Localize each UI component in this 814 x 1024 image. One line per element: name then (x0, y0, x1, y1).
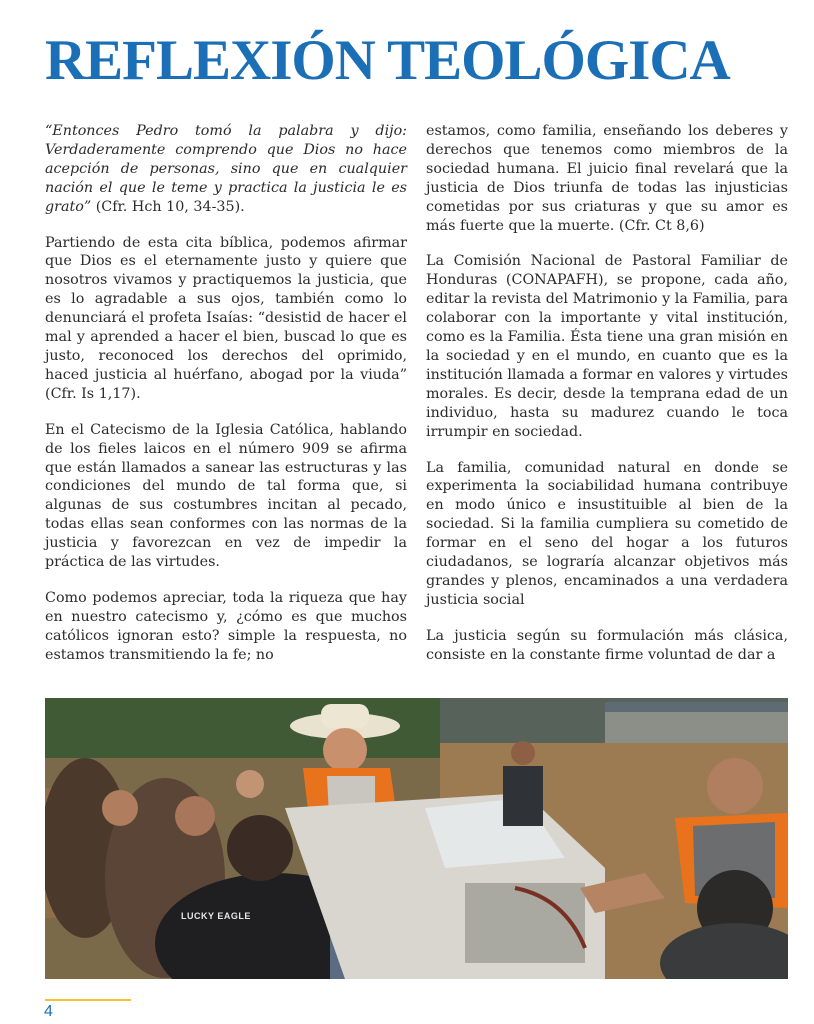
opening-quote-paragraph (45, 122, 407, 217)
left-column (45, 122, 407, 682)
footer-rule (45, 999, 131, 1001)
paragraph-familia-comunidad: La familia, comunidad natural en donde se experimenta la sociabilidad humana contribuye en modo único e insustituible al bien de la sociedad. Si la familia cumpliera su cometido de formar en el seno del hogar a los futuros ciudadanos, se lograría alcanzar objetivos más grandes y plenos, encaminados a una verdadera justicia social (426, 459, 788, 608)
paragraph-justicia-clasica: La justicia según su formulación más clásica, consiste en la constante firme voluntad de dar a (426, 627, 788, 663)
paragraph-conapafh: La Comisión Nacional de Pastoral Familiar de Honduras (CONAPAFH), se propone, cada año, editar la revista del Matrimonio y la Familia, para colaborar con la importante y vital institución, como es la Familia. Ésta tiene una gran misión en la sociedad y en el mundo, en cuanto que es la institución llamada a formar en valores y virtudes morales. Es decir, desde la temprana edad de un individuo, hasta su madurez cuando le toca irrumpir en sociedad. (426, 253, 788, 440)
paragraph-familia-deberes: estamos, como familia, enseñando los deberes y derechos que tenemos como miembros de la sociedad humana. El juicio final revelará que la justicia de Dios triunfa de todas las injusticias cometidas por sus criaturas y que su amor es más fuerte que la muerte. (Cfr. Ct 8,6) (426, 123, 788, 234)
right-column (426, 122, 788, 682)
flood-rescue-photo (45, 698, 788, 979)
paragraph-catecismo: En el Catecismo de la Iglesia Católica, hablando de los fieles laicos en el número 909 se afirma que están llamados a sanear las estructuras y las condiciones del mundo de tal forma que, si algunas de sus costumbres incitan al pecado, todas ellas sean conformes con las normas de la justicia y favorezcan en vez de impedir la práctica de las virtudes. (45, 421, 407, 571)
paragraph-isaias: Partiendo de esta cita bíblica, podemos afirmar que Dios es el eternamente justo y quiere que nosotros vivamos y practiquemos la justicia, que es lo agradable a sus ojos, también como lo denunciará el profeta Isaías: “desistid de hacer el mal y aprended a hacer el bien, buscad lo que es justo, reconoced los derechos del oprimido, haced justicia al huérfano, abogad por la viuda” (Cfr. Is 1,17). (45, 234, 407, 402)
bible-quote: “Entonces Pedro tomó la palabra y dijo: Verdaderamente comprendo que Dios no hace acepción de personas, sino que en cualquier nación el que le teme y practica la justicia le es grato” (45, 123, 407, 215)
page-number: 4 (44, 1003, 53, 1020)
shirt-logo-text: LUCKY EAGLE (181, 911, 251, 921)
page-title: REFLEXIÓN TEOLÓGICA (45, 29, 730, 92)
bible-quote-reference: (Cfr. Hch 10, 34-35). (91, 198, 245, 215)
paragraph-riqueza: Como podemos apreciar, toda la riqueza que hay en nuestro catecismo y, ¿cómo es que muchos católicos ignoran esto? simple la respuesta, no estamos transmitiendo la fe; no (45, 589, 407, 663)
